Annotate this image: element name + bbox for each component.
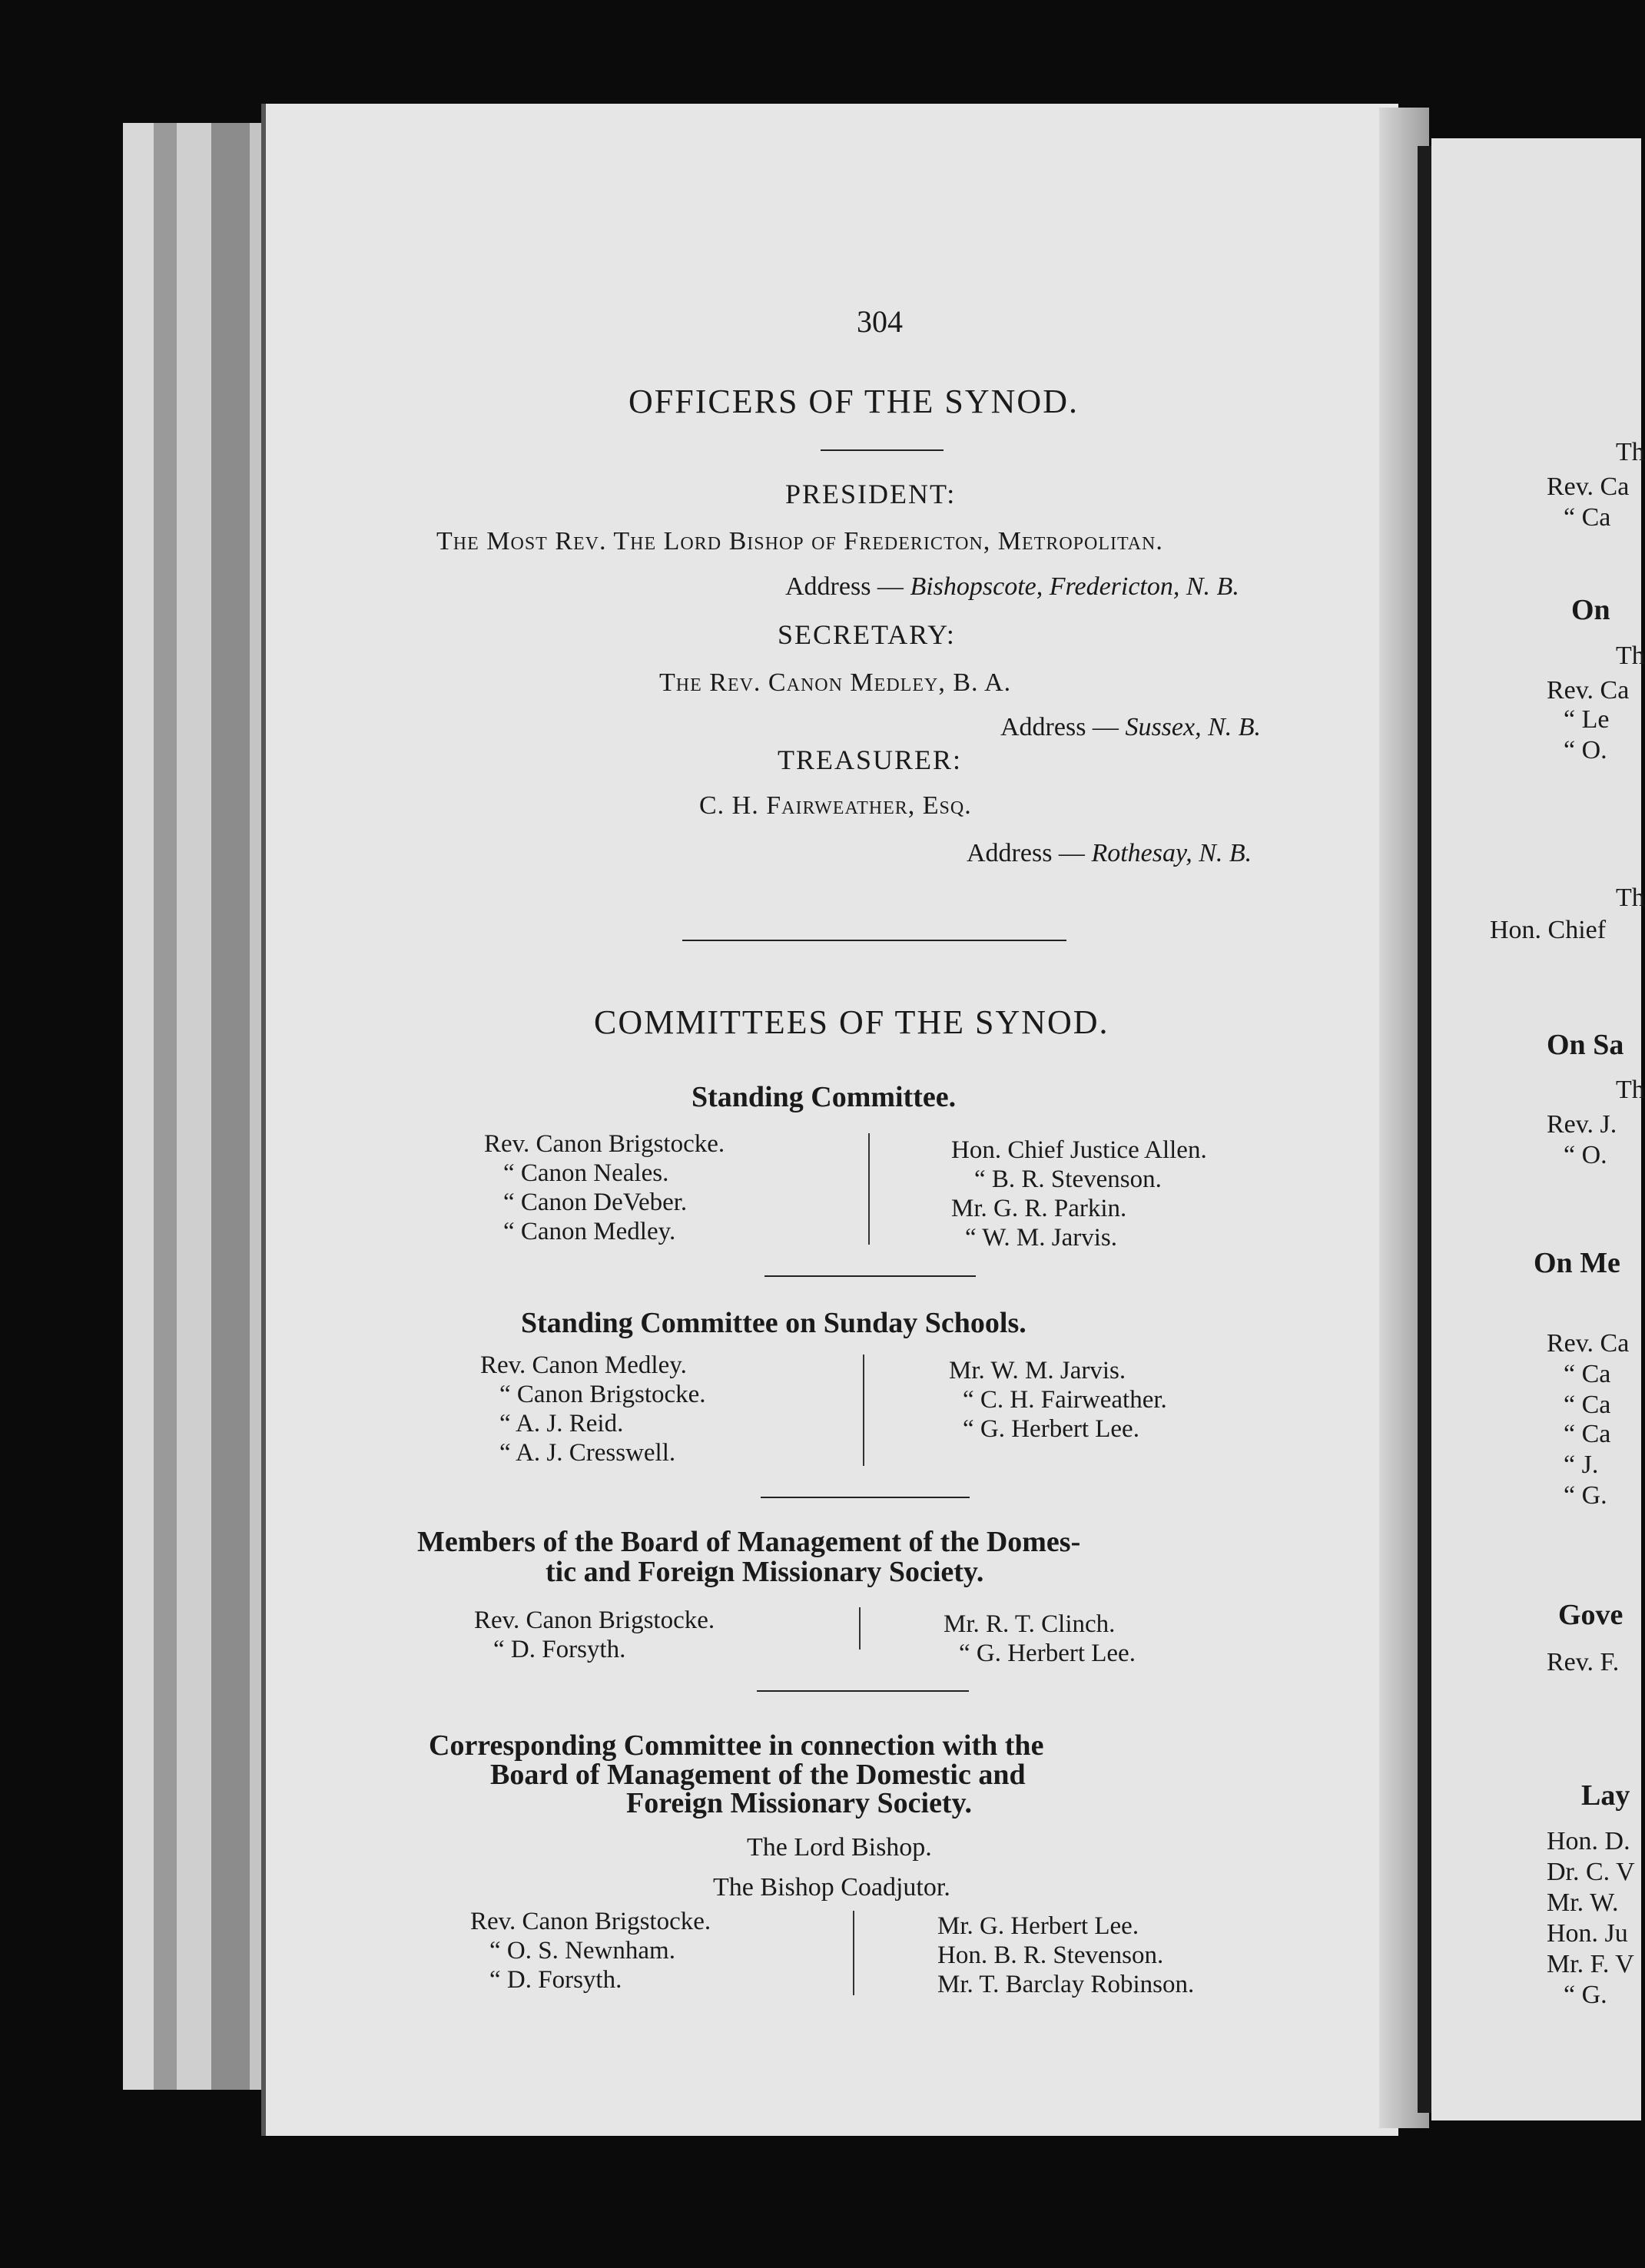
treasurer-name: C. H. Fairweather, Esq. xyxy=(699,791,972,820)
divider xyxy=(764,1275,976,1277)
member: Rev. Canon Brigstocke. xyxy=(470,1908,711,1935)
member: “ D. Forsyth. xyxy=(489,1966,622,1994)
member: Rev. Canon Brigstocke. xyxy=(474,1606,715,1634)
facing-text: Rev. Ca xyxy=(1547,472,1630,501)
column-divider xyxy=(863,1354,864,1466)
member: “ A. J. Cresswell. xyxy=(499,1439,676,1467)
board-heading-line1: Members of the Board of Management of the Domes- xyxy=(417,1526,1081,1558)
address-value: Bishopscote, Fredericton, N. B. xyxy=(910,572,1239,601)
facing-text: “ O. xyxy=(1564,1141,1607,1169)
board-left xyxy=(474,1606,715,1664)
address-label: Address — xyxy=(785,572,904,601)
secretary-label: SECRETARY: xyxy=(778,619,956,650)
facing-text: “ Ca xyxy=(1564,1420,1611,1448)
corresponding-right xyxy=(937,1912,1194,1999)
facing-text: “ Ca xyxy=(1564,503,1611,532)
member: “ Canon DeVeber. xyxy=(503,1189,688,1216)
facing-text: Rev. Ca xyxy=(1547,676,1630,705)
column-divider xyxy=(853,1911,854,1995)
facing-text: On Sa xyxy=(1547,1029,1624,1061)
divider xyxy=(761,1497,970,1498)
president-name: The Most Rev. The Lord Bishop of Fredericton, Metropolitan. xyxy=(436,527,1163,555)
member: “ Canon Neales. xyxy=(503,1159,669,1187)
member: “ G. Herbert Lee. xyxy=(959,1640,1136,1667)
ex-officio-member: The Bishop Coadjutor. xyxy=(713,1873,950,1902)
board-heading-line2: tic and Foreign Missionary Society. xyxy=(546,1556,984,1588)
facing-text: Th xyxy=(1616,438,1645,466)
president-label: PRESIDENT: xyxy=(785,479,957,509)
sunday-schools-heading: Standing Committee on Sunday Schools. xyxy=(521,1307,1026,1339)
facing-text: Hon. D. xyxy=(1547,1827,1630,1855)
member: “ W. M. Jarvis. xyxy=(965,1224,1117,1252)
member: Mr. W. M. Jarvis. xyxy=(949,1357,1126,1384)
address-value: Sussex, N. B. xyxy=(1125,713,1262,741)
address-value: Rothesay, N. B. xyxy=(1091,839,1252,867)
member: “ B. R. Stevenson. xyxy=(974,1166,1162,1193)
book-spine xyxy=(1418,146,1431,2113)
address-label: Address — xyxy=(1000,713,1119,741)
officers-title: OFFICERS OF THE SYNOD. xyxy=(628,383,1079,420)
member: “ O. S. Newnham. xyxy=(489,1937,675,1965)
member: Rev. Canon Medley. xyxy=(480,1351,687,1379)
ex-officio-member: The Lord Bishop. xyxy=(747,1833,932,1862)
member: “ G. Herbert Lee. xyxy=(963,1415,1139,1443)
member: Hon. Chief Justice Allen. xyxy=(951,1136,1207,1164)
facing-text: “ Ca xyxy=(1564,1360,1611,1388)
facing-text: Hon. Chief xyxy=(1490,916,1607,944)
secretary-name: The Rev. Canon Medley, B. A. xyxy=(659,668,1012,697)
facing-text: Hon. Ju xyxy=(1547,1919,1628,1948)
sunday-schools-right xyxy=(949,1356,1167,1444)
corresponding-left xyxy=(470,1907,711,1994)
divider xyxy=(821,449,944,451)
committees-title: COMMITTEES OF THE SYNOD. xyxy=(594,1003,1109,1041)
book-edge xyxy=(211,123,250,2090)
secretary-address xyxy=(1000,713,1261,742)
facing-text: Th xyxy=(1616,642,1645,670)
member: Hon. B. R. Stevenson. xyxy=(937,1941,1164,1969)
president-address xyxy=(785,572,1239,602)
treasurer-address xyxy=(967,839,1252,868)
facing-text: Dr. C. V xyxy=(1547,1858,1635,1886)
standing-committee-left xyxy=(484,1129,725,1246)
corresponding-heading-line2: Board of Management of the Domestic and xyxy=(490,1759,1026,1791)
address-label: Address — xyxy=(967,839,1085,867)
member: Mr. G. Herbert Lee. xyxy=(937,1912,1139,1940)
facing-text: On Me xyxy=(1534,1247,1620,1279)
member: Mr. R. T. Clinch. xyxy=(944,1610,1116,1638)
facing-text: Lay xyxy=(1581,1779,1630,1812)
facing-text: Rev. J. xyxy=(1547,1110,1617,1139)
member: “ Canon Brigstocke. xyxy=(499,1381,706,1408)
facing-text: “ G. xyxy=(1564,1981,1607,2009)
section-divider xyxy=(682,940,1066,941)
column-divider xyxy=(859,1607,861,1650)
facing-text: Rev. F. xyxy=(1547,1648,1620,1676)
facing-text: Gove xyxy=(1558,1599,1623,1631)
facing-text: Th xyxy=(1616,884,1645,912)
member: Mr. G. R. Parkin. xyxy=(951,1195,1127,1222)
page-number: 304 xyxy=(857,304,903,339)
member: “ Canon Medley. xyxy=(503,1218,676,1245)
facing-text: “ Le xyxy=(1564,705,1610,734)
corresponding-heading-line3: Foreign Missionary Society. xyxy=(626,1787,972,1819)
facing-text: Mr. F. V xyxy=(1547,1950,1634,1978)
facing-text: Mr. W. xyxy=(1547,1888,1619,1917)
facing-page xyxy=(1431,138,1645,2120)
facing-text: “ O. xyxy=(1564,736,1607,764)
standing-committee-right xyxy=(951,1136,1207,1252)
standing-committee-heading: Standing Committee. xyxy=(691,1081,957,1113)
member: “ C. H. Fairweather. xyxy=(963,1386,1167,1414)
facing-text: Th xyxy=(1616,1076,1645,1104)
book-edge xyxy=(154,123,177,2090)
facing-text: “ J. xyxy=(1564,1451,1599,1479)
facing-text: On xyxy=(1571,594,1610,626)
member: “ D. Forsyth. xyxy=(493,1636,626,1663)
member: “ A. J. Reid. xyxy=(499,1410,624,1437)
sunday-schools-left xyxy=(480,1351,706,1467)
facing-text: Rev. Ca xyxy=(1547,1329,1630,1358)
member: Rev. Canon Brigstocke. xyxy=(484,1130,725,1158)
divider xyxy=(757,1690,969,1692)
column-divider xyxy=(868,1133,870,1245)
facing-text: “ G. xyxy=(1564,1481,1607,1510)
member: Mr. T. Barclay Robinson. xyxy=(937,1971,1195,1998)
treasurer-label: TREASURER: xyxy=(778,744,963,775)
book-edge xyxy=(177,123,211,2090)
facing-text: “ Ca xyxy=(1564,1391,1611,1419)
board-right xyxy=(944,1610,1136,1668)
book-edge xyxy=(123,123,154,2090)
corresponding-heading-line1: Corresponding Committee in connection with the xyxy=(429,1729,1044,1762)
